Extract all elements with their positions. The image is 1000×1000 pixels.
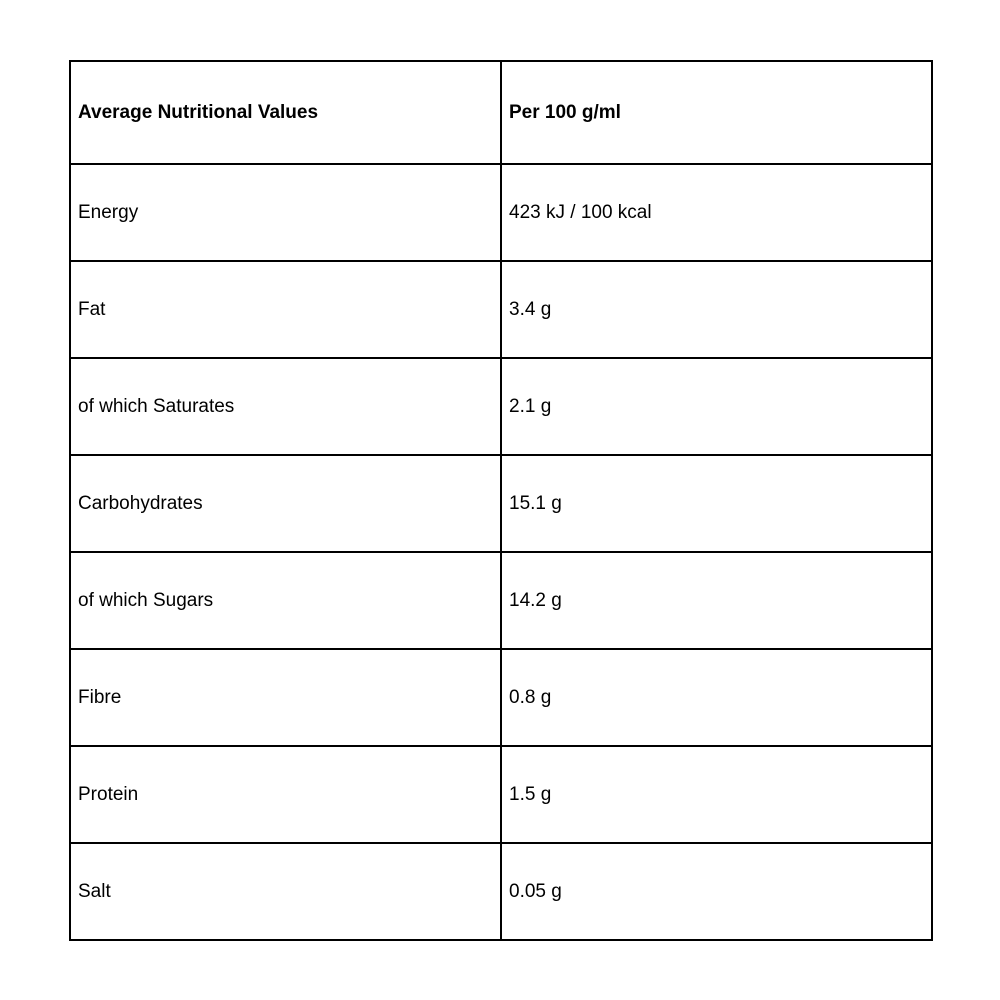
table-row bbox=[70, 164, 932, 261]
value-cell: 2.1 g bbox=[501, 358, 932, 455]
table-row bbox=[70, 843, 932, 940]
table-row bbox=[70, 455, 932, 552]
table-row bbox=[70, 261, 932, 358]
value-cell: 15.1 g bbox=[501, 455, 932, 552]
nutrient-cell: of which Saturates bbox=[70, 358, 501, 455]
nutrient-cell: Carbohydrates bbox=[70, 455, 501, 552]
table-row bbox=[70, 649, 932, 746]
header-value-cell: Per 100 g/ml bbox=[501, 61, 932, 164]
nutrient-cell: Salt bbox=[70, 843, 501, 940]
value-cell: 0.05 g bbox=[501, 843, 932, 940]
header-nutrient-cell: Average Nutritional Values bbox=[70, 61, 501, 164]
table-header-row bbox=[70, 61, 932, 164]
table-row bbox=[70, 358, 932, 455]
nutrient-cell: Energy bbox=[70, 164, 501, 261]
nutrient-cell: of which Sugars bbox=[70, 552, 501, 649]
nutrient-cell: Fat bbox=[70, 261, 501, 358]
value-cell: 1.5 g bbox=[501, 746, 932, 843]
table-row bbox=[70, 746, 932, 843]
value-cell: 14.2 g bbox=[501, 552, 932, 649]
value-cell: 0.8 g bbox=[501, 649, 932, 746]
table-row bbox=[70, 552, 932, 649]
value-cell: 3.4 g bbox=[501, 261, 932, 358]
nutrient-cell: Fibre bbox=[70, 649, 501, 746]
value-cell: 423 kJ / 100 kcal bbox=[501, 164, 932, 261]
nutrition-table bbox=[69, 60, 933, 941]
nutrient-cell: Protein bbox=[70, 746, 501, 843]
